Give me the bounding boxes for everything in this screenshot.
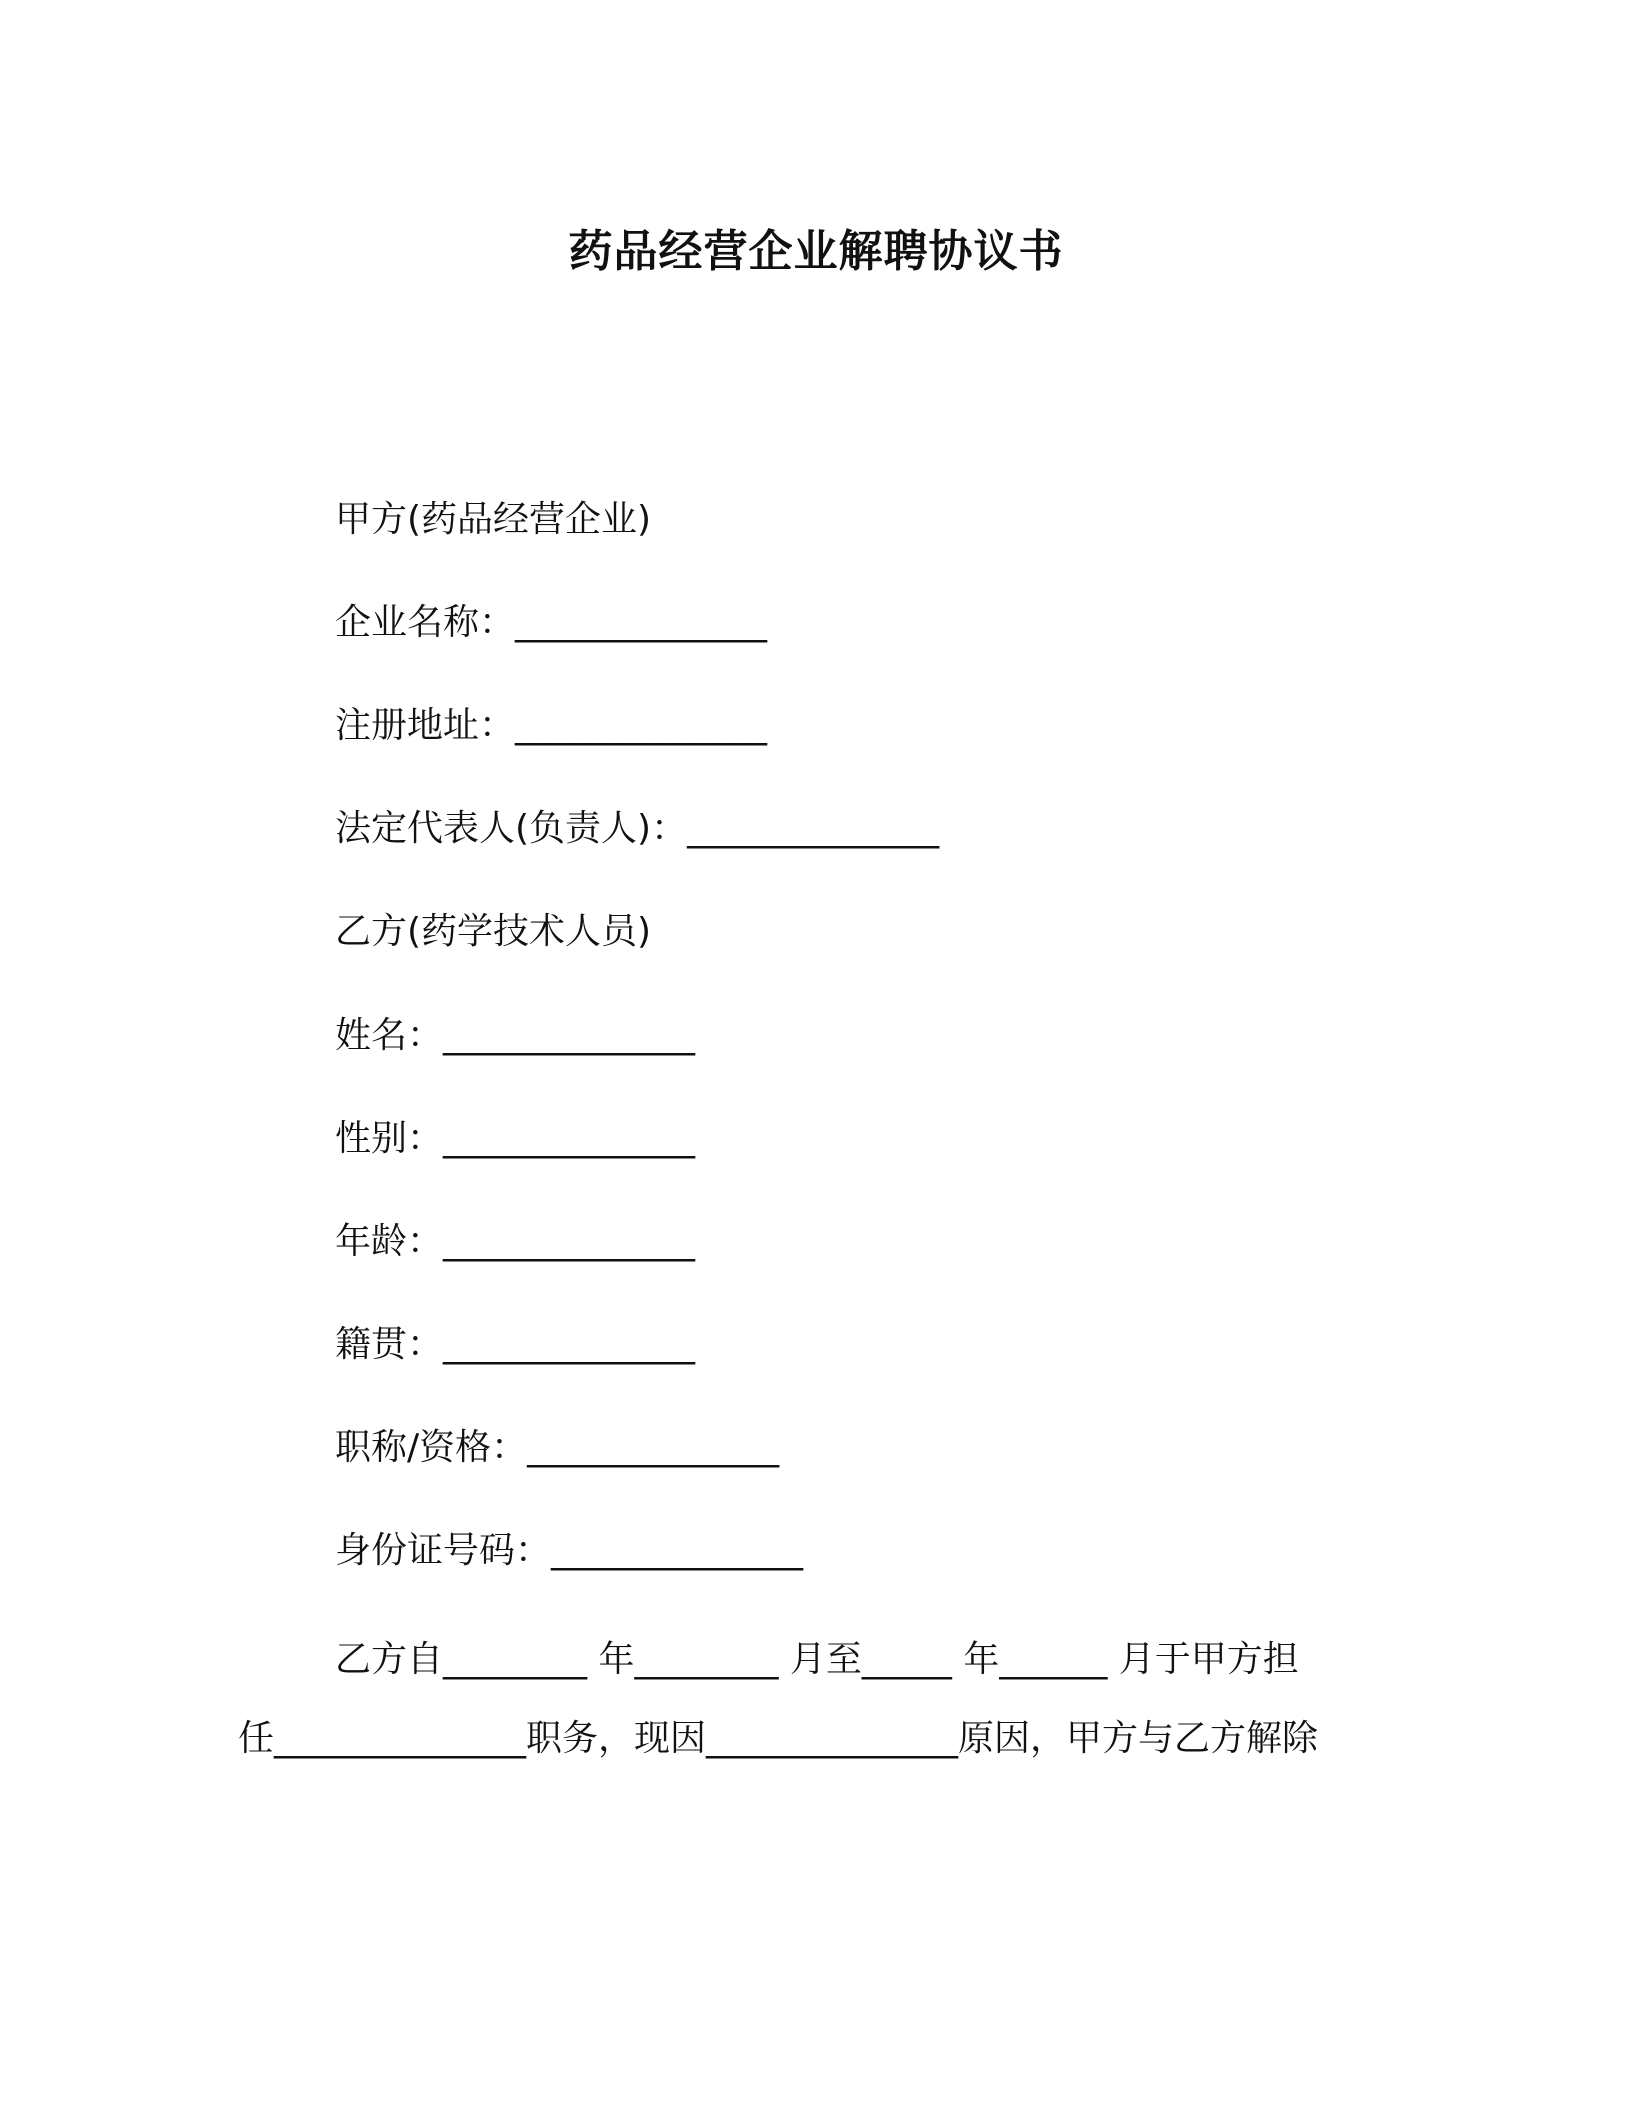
party-a-heading: 甲方(药品经营企业) [335,499,652,540]
native-place-field: 籍贯：______________ [335,1324,696,1365]
legal-representative-field: 法定代表人(负责人)：______________ [335,808,940,849]
id-number-field: 身份证号码：______________ [335,1530,804,1571]
name-field: 姓名：______________ [335,1015,696,1056]
gender-field: 性别：______________ [335,1118,696,1159]
body-paragraph-line-1: 乙方自________ 年________ 月至_____ 年______ 月于甲方担 [335,1639,1299,1680]
age-field: 年龄：______________ [335,1221,696,1262]
company-name-field: 企业名称：______________ [335,602,768,643]
party-b-heading: 乙方(药学技术人员) [335,911,652,952]
registered-address-field: 注册地址：______________ [335,705,768,746]
title-qualification-field: 职称/资格：______________ [335,1427,780,1468]
body-paragraph-line-2: 任______________职务，现因______________原因，甲方与乙方解除 [238,1718,1319,1759]
document-title: 药品经营企业解聘协议书 [568,226,1064,277]
